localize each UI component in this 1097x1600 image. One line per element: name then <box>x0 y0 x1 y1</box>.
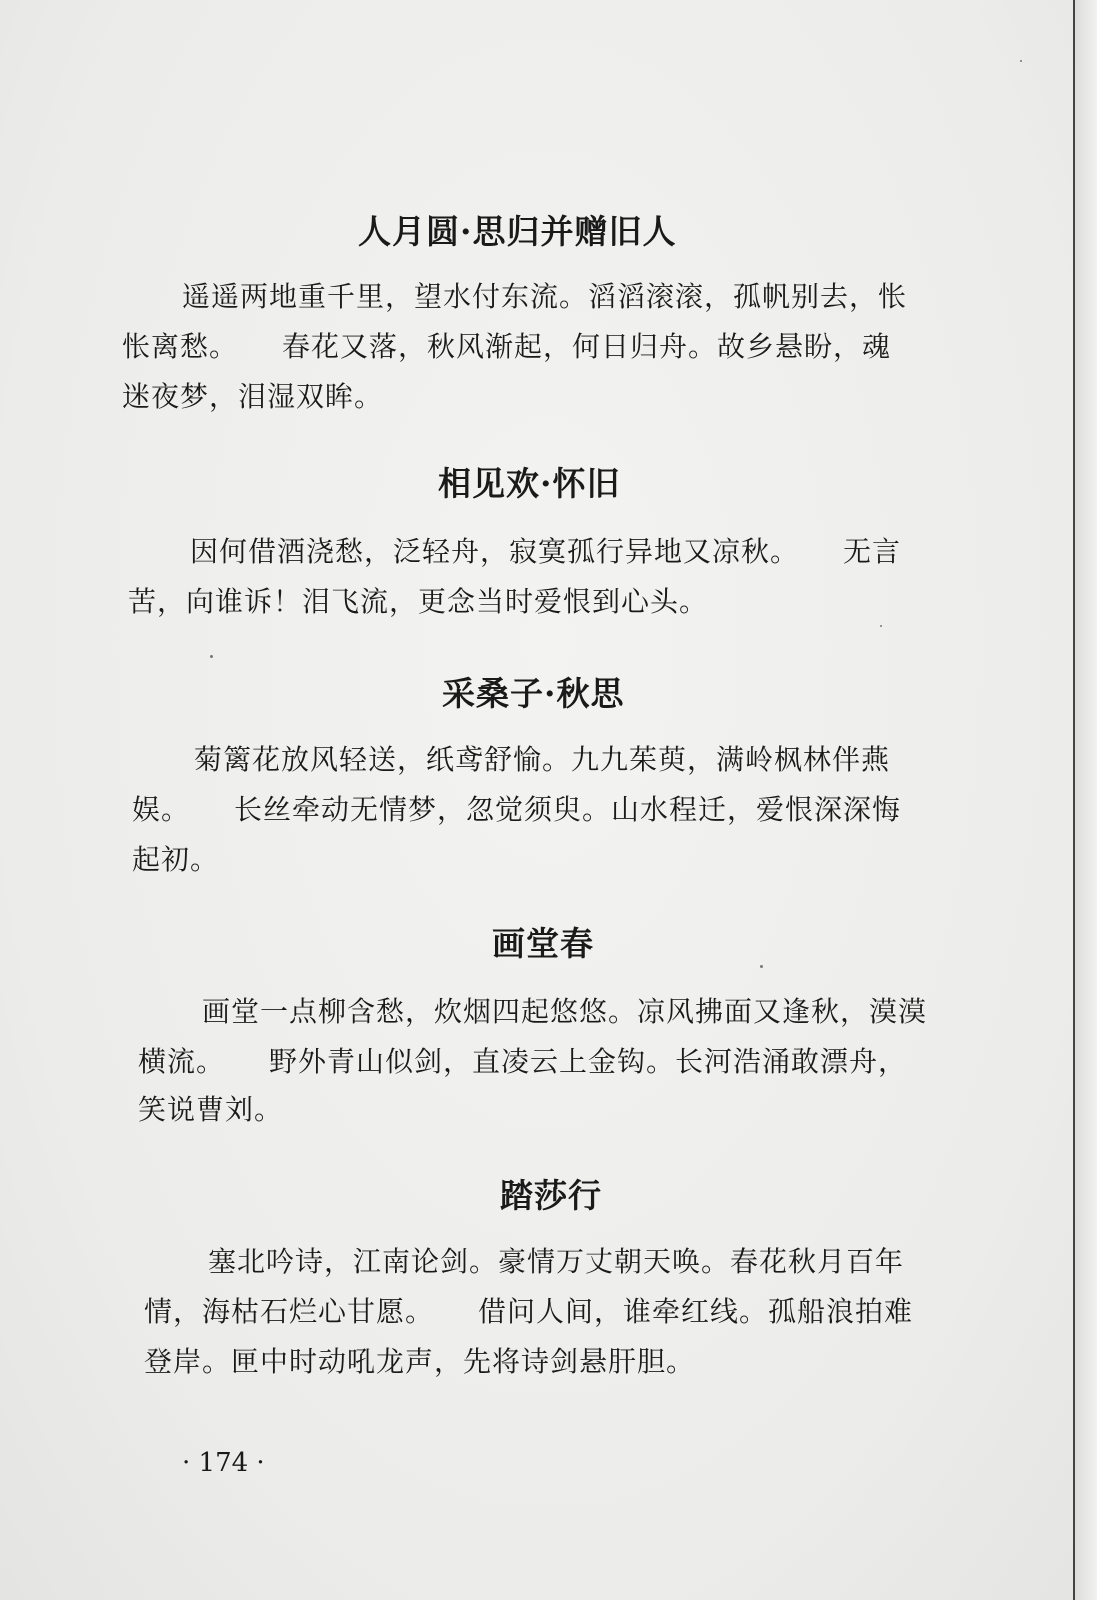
poem-3-line-3: 起初。 <box>132 843 220 876</box>
scan-speck <box>760 965 763 968</box>
poem-title-3: 采桑子·秋思 <box>442 674 625 713</box>
poem-4-line-1: 画堂一点柳含愁，炊烟四起悠悠。凉风拂面又逢秋，漠漠 <box>202 995 928 1028</box>
poem-title-2: 相见欢·怀旧 <box>438 464 621 503</box>
poem-4-line-2: 横流。 野外青山似剑，直凌云上金钩。长河浩涌敢漂舟， <box>138 1045 908 1078</box>
page-number: · 174 · <box>182 1448 265 1478</box>
poem-5-line-2: 情，海枯石烂心甘愿。 借问人间，谁牵红线。孤船浪拍难 <box>144 1295 914 1328</box>
scan-speck <box>880 625 882 627</box>
poem-1-line-3: 迷夜梦，泪湿双眸。 <box>122 380 384 413</box>
poem-5-line-1: 塞北吟诗，江南论剑。豪情万丈朝天唤。春花秋月百年 <box>208 1245 905 1278</box>
poem-3-line-2: 娱。 长丝牵动无情梦，忽觉须臾。山水程迁，爱恨深深悔 <box>132 793 902 826</box>
poem-title-4: 画堂春 <box>492 924 594 963</box>
page-edge-shadow <box>1073 0 1097 1600</box>
poem-title-1: 人月圆·思归并赠旧人 <box>358 212 677 251</box>
poem-5-line-3: 登岸。匣中时动吼龙声，先将诗剑悬肝胆。 <box>144 1345 696 1378</box>
poem-2-line-1: 因何借酒浇愁，泛轻舟，寂寞孤行异地又凉秋。 无言 <box>190 535 902 568</box>
scan-speck <box>210 655 213 658</box>
scan-speck <box>1020 60 1022 62</box>
poem-4-line-3: 笑说曹刘。 <box>138 1093 284 1126</box>
poem-3-line-1: 菊篱花放风轻送，纸鸢舒愉。九九茱萸，满岭枫林伴燕 <box>194 743 891 776</box>
poem-1-line-1: 遥遥两地重千里，望水付东流。滔滔滚滚，孤帆别去，怅 <box>182 280 908 313</box>
poem-title-5: 踏莎行 <box>500 1176 602 1215</box>
poem-1-line-2: 怅离愁。 春花又落，秋风渐起，何日归舟。故乡悬盼，魂 <box>122 330 892 363</box>
poem-2-line-2: 苦，向谁诉！泪飞流，更念当时爱恨到心头。 <box>128 585 709 618</box>
